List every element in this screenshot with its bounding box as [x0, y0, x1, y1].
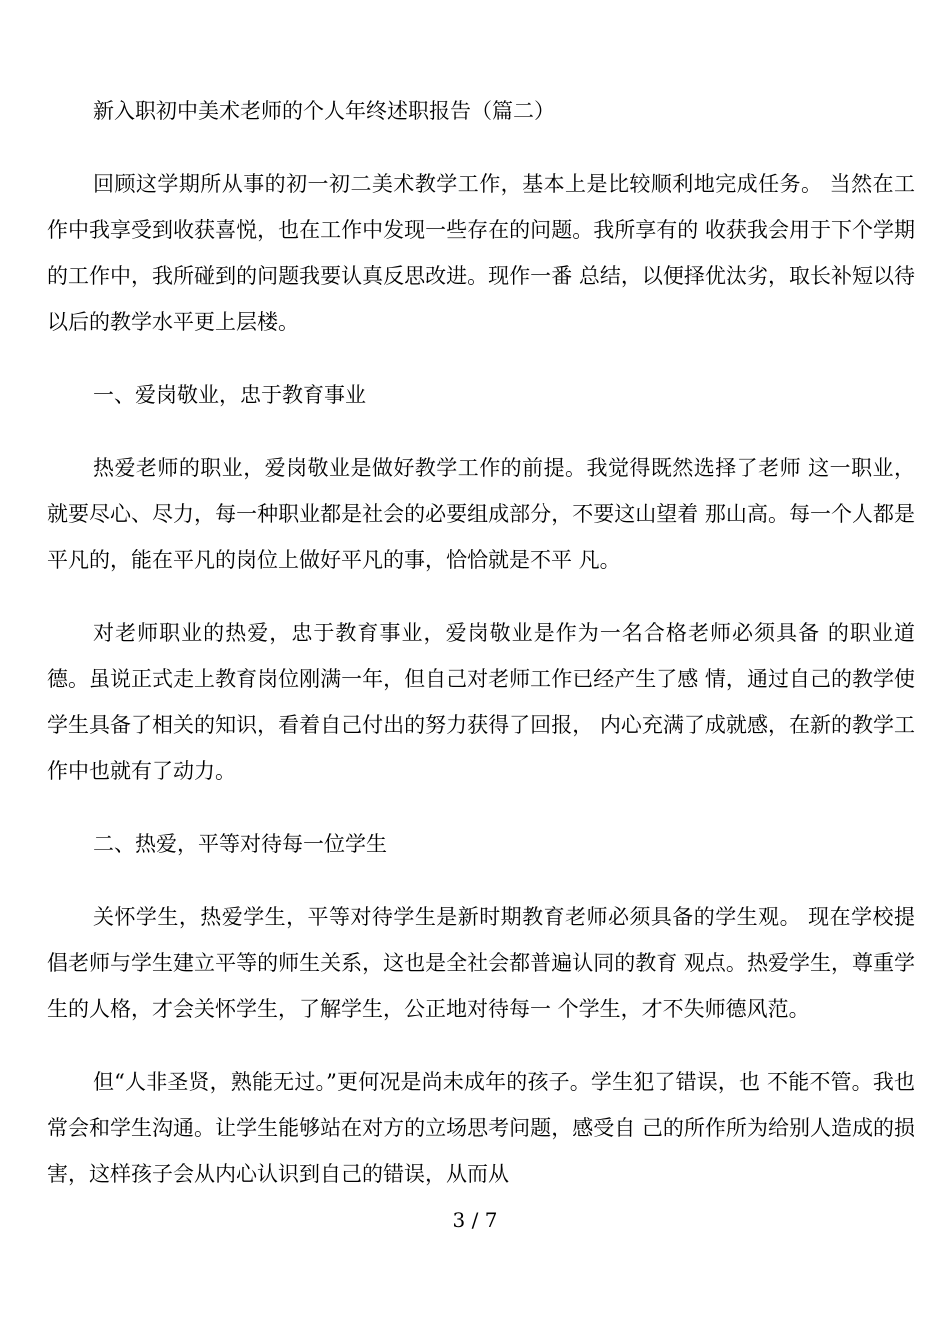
section-heading-2: 二、热爱，平等对待每一位学生	[93, 832, 387, 856]
paragraph-professional-ethics: 对老师职业的热爱，忠于教育事业，爱岗敬业是作为一名合格老师必须具备 的职业道德。虽说正式走上教育岗位刚满一年，但自己对老师工作已经产生了感 情，通过自己的教学使学生具备了相关的知识，看着自己付出的努力获得了回报， 内心充满了成就感，在新的教学工作中也就有了动力。	[47, 621, 915, 783]
section-heading-1: 一、爱岗敬业，忠于教育事业	[93, 383, 366, 407]
page-number: 3 / 7	[452, 1208, 498, 1232]
paragraph-review: 回顾这学期所从事的初一初二美术教学工作，基本上是比较顺利地完成任务。 当然在工作中我享受到收获喜悦，也在工作中发现一些存在的问题。我所享有的 收获我会用于下个学期的工作中，我所碰到的问题我要认真反思改进。现作一番 总结，以便择优汰劣，取长补短以待以后的教学水平更上层楼。	[47, 172, 915, 334]
paragraph-care-students: 关怀学生，热爱学生，平等对待学生是新时期教育老师必须具备的学生观。 现在学校提倡老师与学生建立平等的师生关系，这也是全社会都普遍认同的教育 观点。热爱学生，尊重学生的人格，才会关怀学生，了解学生，公正地对待每一 个学生，才不失师德风范。	[47, 905, 915, 1021]
document-title: 新入职初中美术老师的个人年终述职报告（篇二）	[93, 99, 555, 123]
paragraph-mistakes: 但“人非圣贤，熟能无过。”更何况是尚未成年的孩子。学生犯了错误，也 不能不管。我也常会和学生沟通。让学生能够站在对方的立场思考问题，感受自 己的所作所为给别人造成的损害，这样孩子会从内心认识到自己的错误，从而从	[47, 1070, 915, 1186]
document-page	[47, 88, 915, 1224]
paragraph-love-profession: 热爱老师的职业，爱岗敬业是做好教学工作的前提。我觉得既然选择了老师 这一职业，就要尽心、尽力，每一种职业都是社会的必要组成部分，不要这山望着 那山高。每一个人都是平凡的，能在平凡的岗位上做好平凡的事，恰恰就是不平 凡。	[47, 456, 915, 572]
